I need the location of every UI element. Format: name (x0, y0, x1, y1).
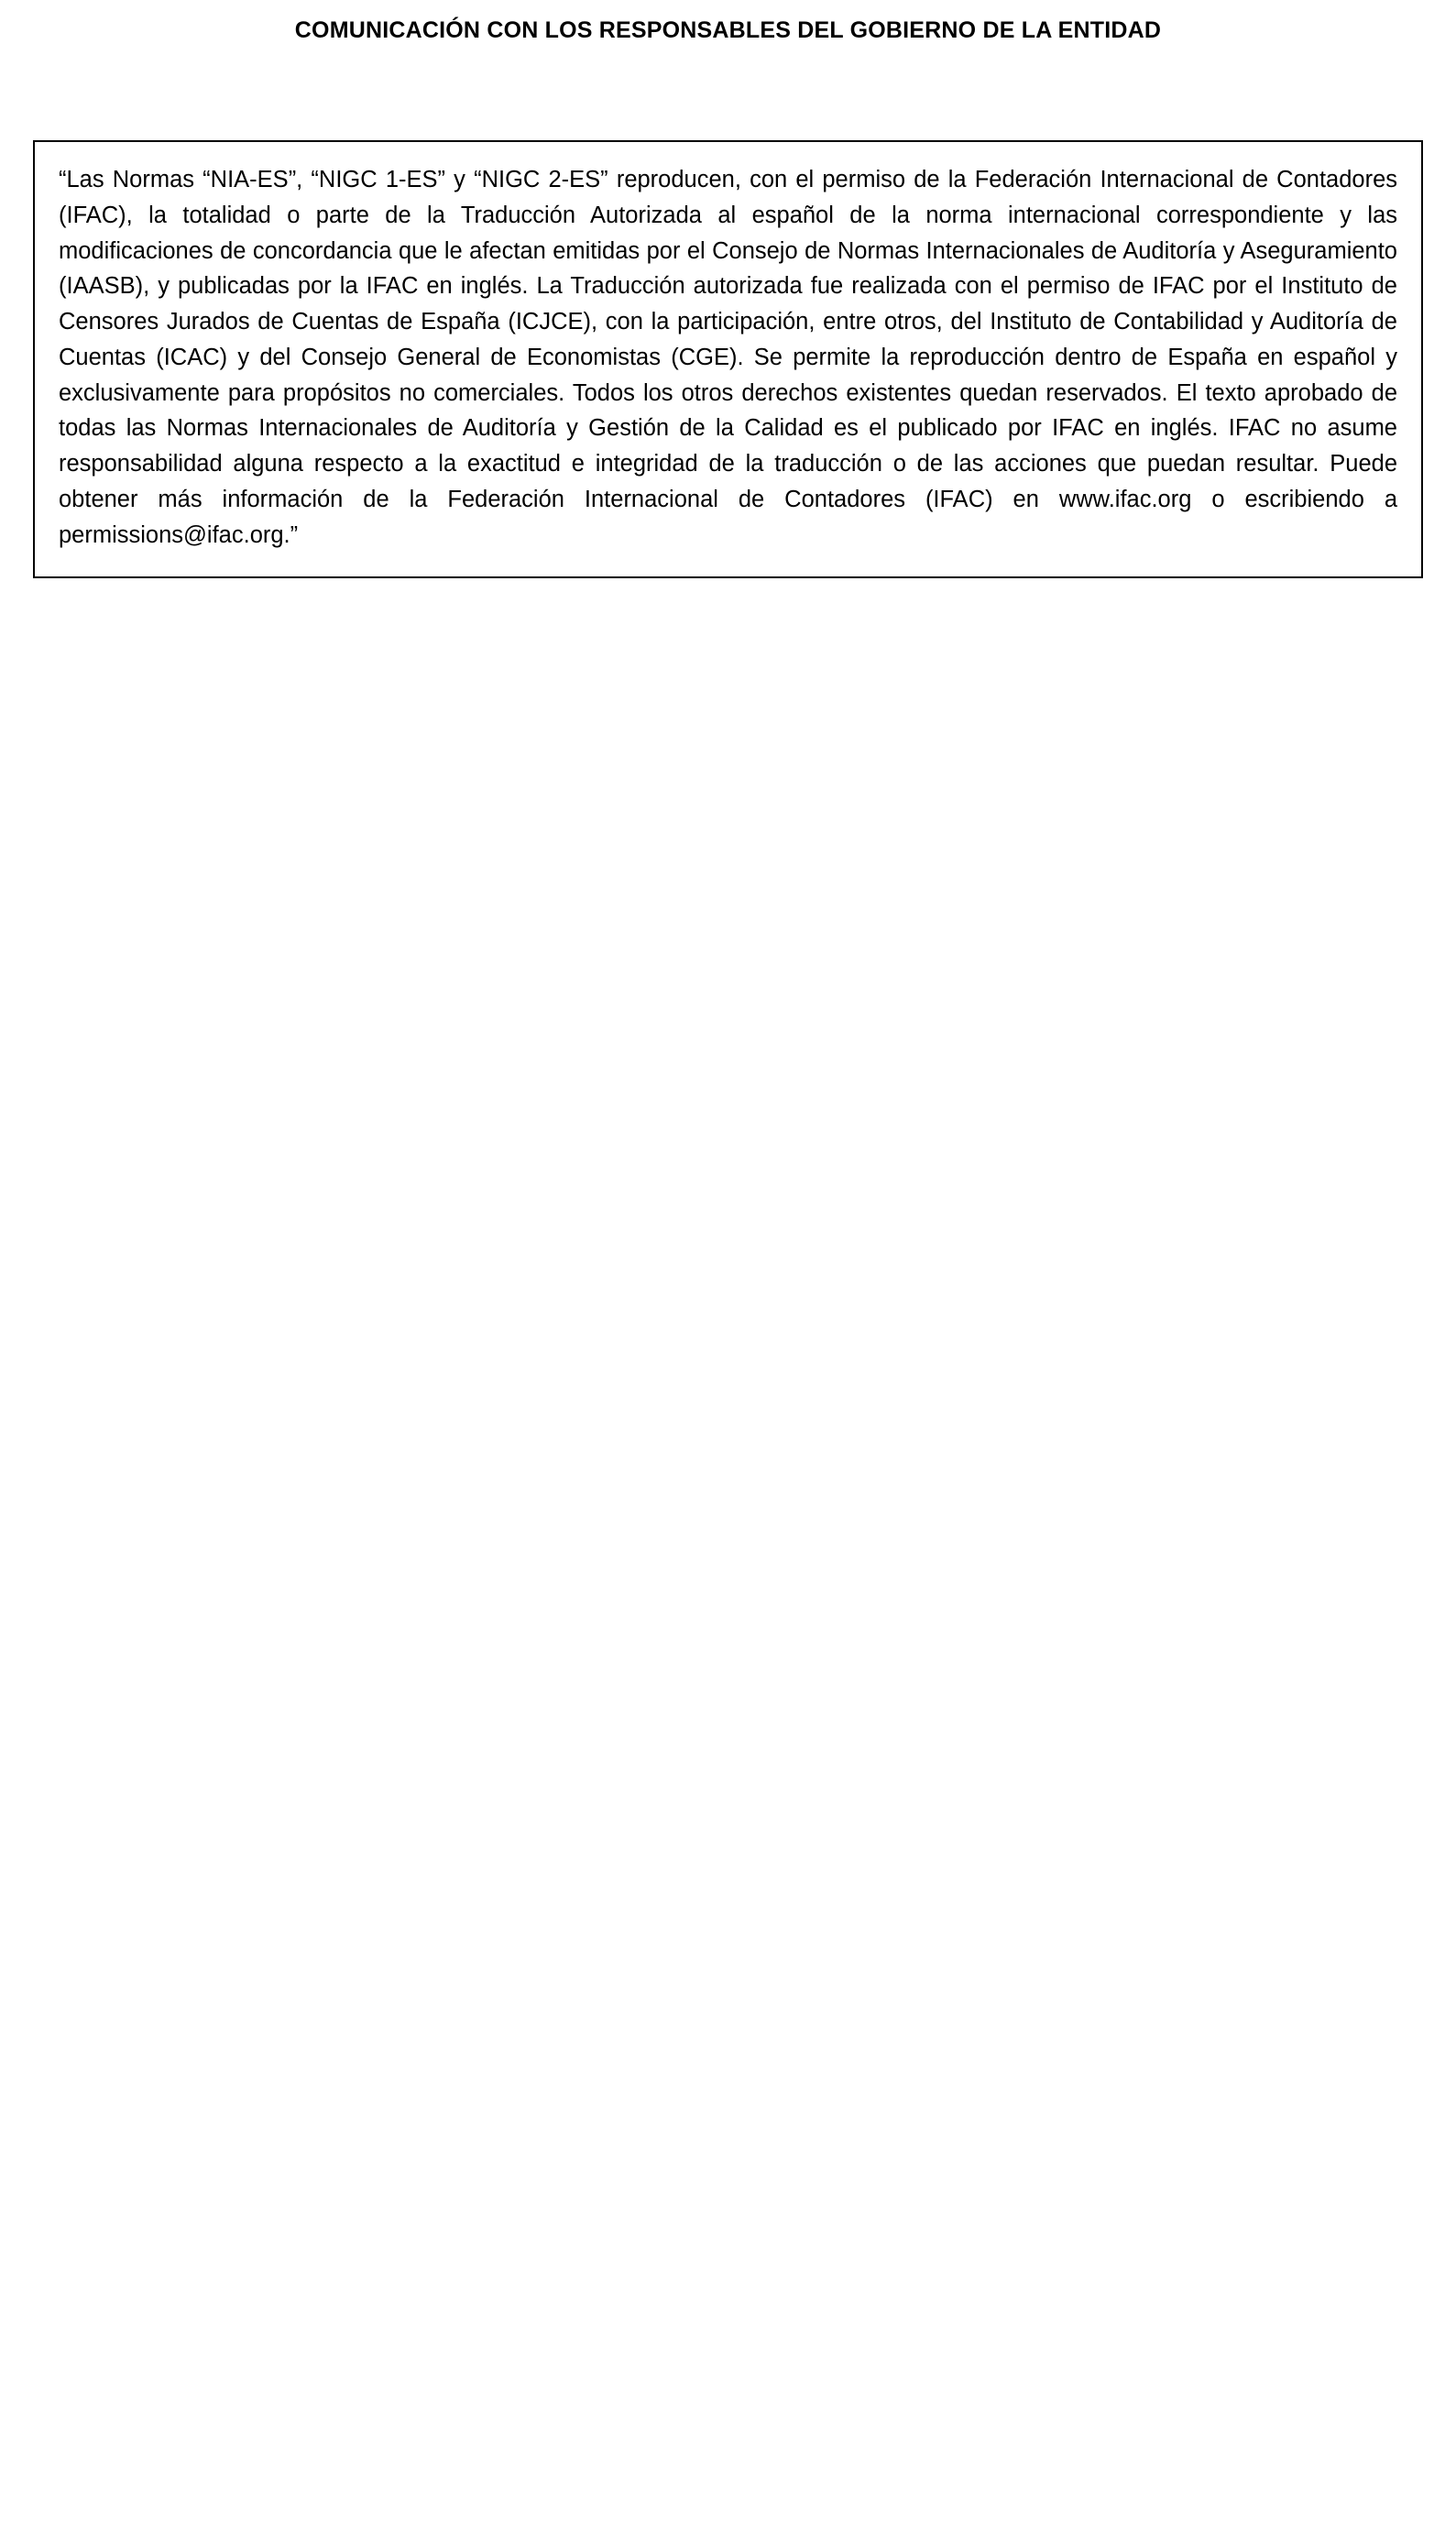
copyright-notice-text: “Las Normas “NIA-ES”, “NIGC 1-ES” y “NIGC 2-ES” reproducen, con el permiso de la Federación Internacional de Contadores (IFAC), la totalidad o parte de la Traducción Autorizada al español de la norma internacional correspondiente y las modificaciones de concordancia que le afectan emitidas por el Consejo de Normas Internacionales de Auditoría y Aseguramiento (IAASB), y publicadas por la IFAC en inglés. La Traducción autorizada fue realizada con el permiso de IFAC por el Instituto de Censores Jurados de Cuentas de España (ICJCE), con la participación, entre otros, del Instituto de Contabilidad y Auditoría de Cuentas (ICAC) y del Consejo General de Economistas (CGE). Se permite la reproducción dentro de España en español y exclusivamente para propósitos no comerciales. Todos los otros derechos existentes quedan reservados. El texto aprobado de todas las Normas Internacionales de Auditoría y Gestión de la Calidad es el publicado por IFAC en inglés. IFAC no asume responsabilidad alguna respecto a la exactitud e integridad de la traducción o de las acciones que puedan resultar. Puede obtener más información de la Federación Internacional de Contadores (IFAC) en www.ifac.org o escribiendo a permissions@ifac.org.” (59, 167, 1397, 548)
page-header-title: COMUNICACIÓN CON LOS RESPONSABLES DEL GOBIERNO DE LA ENTIDAD (294, 17, 1162, 43)
content-area (33, 140, 1423, 578)
copyright-notice-box (33, 140, 1423, 578)
